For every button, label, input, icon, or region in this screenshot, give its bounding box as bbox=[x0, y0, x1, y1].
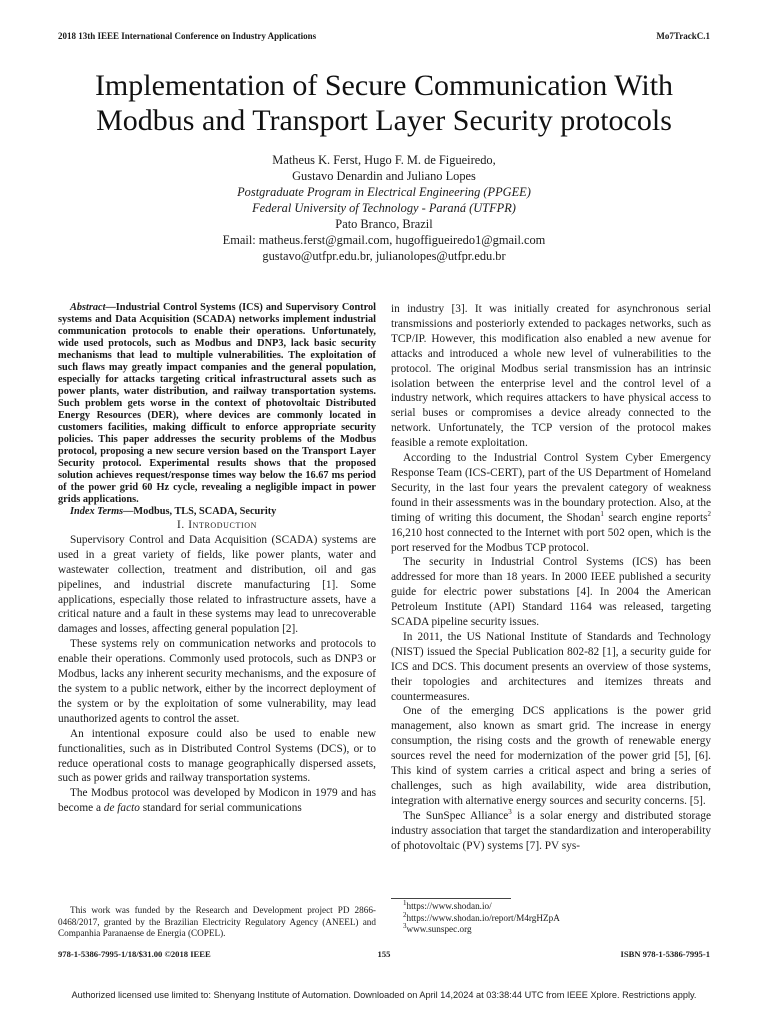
funding-footnote: This work was funded by the Research and Development project PD 2866-0468/2017, granted by the Brazilian Electricity Regulatory Agency (ANEEL) and Companhia Paranaense de Energia (COPEL). bbox=[58, 905, 376, 938]
paragraph bbox=[391, 451, 711, 555]
footnote-number: 3 bbox=[403, 921, 407, 930]
isbn-copyright: 978-1-5386-7995-1/18/$31.00 ©2018 IEEE bbox=[58, 949, 211, 959]
author-names-2: Gustavo Denardin and Juliano Lopes bbox=[292, 169, 476, 183]
license-notice: Authorized licensed use limited to: Shenyang Institute of Automation. Downloaded on April 14,2024 at 03:38:44 UTC from IEEE Xplore. Restrictions apply. bbox=[71, 990, 697, 1000]
footnote-rule bbox=[391, 898, 511, 899]
text-run: standard for serial communications bbox=[139, 802, 302, 815]
footnote-text: www.sunspec.org bbox=[406, 924, 472, 934]
text-run: According to the Industrial Control System Cyber Emergency Response Team (ICS-CERT), part of the US Department of Homeland Security, in the last four years the prevalent category of weakness found in their assessments was in the boundary protection. Also, at the timing of writing this document, the Shodan bbox=[391, 452, 711, 524]
author-emails-2: gustavo@utfpr.edu.br, julianolopes@utfpr.edu.br bbox=[262, 249, 506, 263]
footnote-number: 2 bbox=[403, 910, 407, 919]
affiliation-university: Federal University of Technology - Paraná (UTFPR) bbox=[252, 201, 516, 215]
affiliation-program: Postgraduate Program in Electrical Engineering (PPGEE) bbox=[237, 185, 531, 199]
footnote-marker: 2 bbox=[707, 509, 711, 518]
text-run: The Modbus protocol was developed by Modicon in 1979 and has become a bbox=[58, 787, 376, 815]
index-terms-text: —Modbus, TLS, SCADA, Security bbox=[123, 506, 277, 517]
paragraph: In 2011, the US National Institute of Standards and Technology (NIST) issued the Special Publication 802-82 [1], a security guide for ICS and DCS. This document presents an overview of those systems, their topologies and architectures and itemizes threats and countermeasures. bbox=[391, 630, 711, 703]
isbn-right: ISBN 978-1-5386-7995-1 bbox=[620, 949, 710, 959]
abstract-text: —Industrial Control Systems (ICS) and Supervisory Control systems and Data Acquisition (SCADA) networks implement industrial communication protocols to enable their operations. Unfortunately, wide used protocols, such as Modbus and DNP3, lack basic security mechanisms that lead to multiple vulnerabilities. The exploitation of such flaws may greatly impact companies and the general population, especially for attacks targeting critical infrastructural assets such as power plants, water distribution, and railway transportation systems. Such problem gets worse in the context of photovoltaic Distributed Energy Resources (DER), where devices are commonly located in customers facilities, making difficult to enforce appropriate security policies. This paper addresses the security problems of the Modbus protocol, proposing a new secure version based on the Transport Layer Security protocol. Experimental results shows that the proposed solution achieves request/response times way below the 16.67 ms period of the power grid 60 Hz cycle, revealing a negligible impact in power grids applications. bbox=[58, 302, 376, 505]
text-run: is a solar energy and distributed storage industry association that target the standardization and interoperability of photovoltaic (PV) systems [7]. PV sys- bbox=[391, 809, 711, 852]
paragraph bbox=[58, 786, 376, 816]
abstract-label: Abstract bbox=[70, 302, 106, 313]
left-column bbox=[58, 302, 376, 816]
track-label: Mo7TrackC.1 bbox=[656, 31, 710, 41]
url-footnotes bbox=[403, 898, 713, 936]
footnote bbox=[403, 910, 713, 925]
paragraph bbox=[391, 809, 711, 854]
conference-header: 2018 13th IEEE International Conference on Industry Applications bbox=[58, 31, 317, 41]
footnote-marker: 3 bbox=[508, 808, 512, 817]
paragraph: These systems rely on communication networks and protocols to enable their operations. Commonly used protocols, such as DNP3 or Modbus, lacks any inherent security mechanisms, and the exposure of the system to a public network, either by the incorrect deployment of the system or by the exploitation of some vulnerability, may lead unauthorized agents to control the asset. bbox=[58, 638, 376, 725]
footnote-text: https://www.shodan.io/ bbox=[406, 901, 492, 911]
paragraph: in industry [3]. It was initially created for asynchronous serial transmissions and posteriorly extended to packages networks, such as TCP/IP. However, this modification also enabled a new avenue for attacks and introduced a whole new level of vulnerabilities to the protocol. The original Modbus serial transmission has an intrinsic isolation between the enterprise level and the control level of a industry network, which requires attackers to have physical access to serial buses or compromises a device already connected to the network. Unfortunately, the TCP version of the protocol makes feasible a remote exploitation. bbox=[391, 303, 711, 450]
footnote-text: https://www.shodan.io/report/M4rgHZpA bbox=[406, 912, 560, 923]
page-number: 155 bbox=[377, 949, 391, 959]
footnote bbox=[403, 921, 713, 936]
right-column bbox=[391, 302, 711, 854]
index-terms bbox=[58, 506, 376, 518]
section-title: Introduction bbox=[188, 519, 257, 531]
title-line-2: Modbus and Transport Layer Security protocols bbox=[96, 104, 672, 137]
footnote bbox=[403, 898, 713, 913]
italic-run: de facto bbox=[103, 802, 140, 815]
paragraph: An intentional exposure could also be used to enable new functionalities, such as in Distributed Control Systems (DCS), or to reduce operational costs to manage geographically dispersed assets, such as power grids and railway transportation systems. bbox=[58, 727, 376, 785]
paragraph: The security in Industrial Control Systems (ICS) has been addressed for more than 18 years. In 2000 IEEE published a security guide for electric power substations [4]. In 2004 the American Petroleum Institute (API) Standard 1164 was released, targeting SCADA pipeline security issues. bbox=[391, 556, 711, 629]
text-run: 16,210 host connected to the Internet with port 502 open, which is the port reserved for the Modbus TCP protocol. bbox=[391, 526, 711, 554]
author-names-1: Matheus K. Ferst, Hugo F. M. de Figueiredo, bbox=[272, 153, 496, 167]
affiliation-city: Pato Branco, Brazil bbox=[335, 217, 433, 231]
text-run: search engine reports bbox=[603, 511, 708, 524]
paper-title bbox=[40, 68, 728, 138]
text-run: The SunSpec Alliance bbox=[403, 809, 509, 822]
footnote-marker: 1 bbox=[600, 509, 604, 518]
title-line-1: Implementation of Secure Communication With bbox=[94, 69, 674, 102]
paragraph: Supervisory Control and Data Acquisition (SCADA) systems are used in a great variety of fields, like power plants, water and wastewater collection, treatment and distribution, oil and gas pipelines, and industrial discrete manufacturing [1]. Some applications, especially those related to infrastructure assets, have a critical nature and a fault in these systems may lead to unrecoverable damages and losses, affecting general population [2]. bbox=[58, 533, 376, 636]
section-number: I. bbox=[177, 519, 185, 531]
index-terms-label: Index Terms bbox=[70, 506, 124, 517]
section-heading bbox=[58, 518, 376, 533]
abstract bbox=[58, 302, 376, 506]
author-block bbox=[40, 152, 728, 264]
footnote-number: 1 bbox=[403, 898, 407, 907]
paragraph: One of the emerging DCS applications is the power grid management, also known as smart grid. The increase in energy consumption, the rising costs and the growth of renewable energy sources revel the need for modernization of the power grid [5], [6]. This kind of system carries a critical aspect and bring a series of challenges, such as high availability, wide area distribution, integration with alternative energy sources and security concerns. [5]. bbox=[391, 705, 711, 807]
author-emails-1: Email: matheus.ferst@gmail.com, hugoffigueiredo1@gmail.com bbox=[222, 233, 546, 247]
